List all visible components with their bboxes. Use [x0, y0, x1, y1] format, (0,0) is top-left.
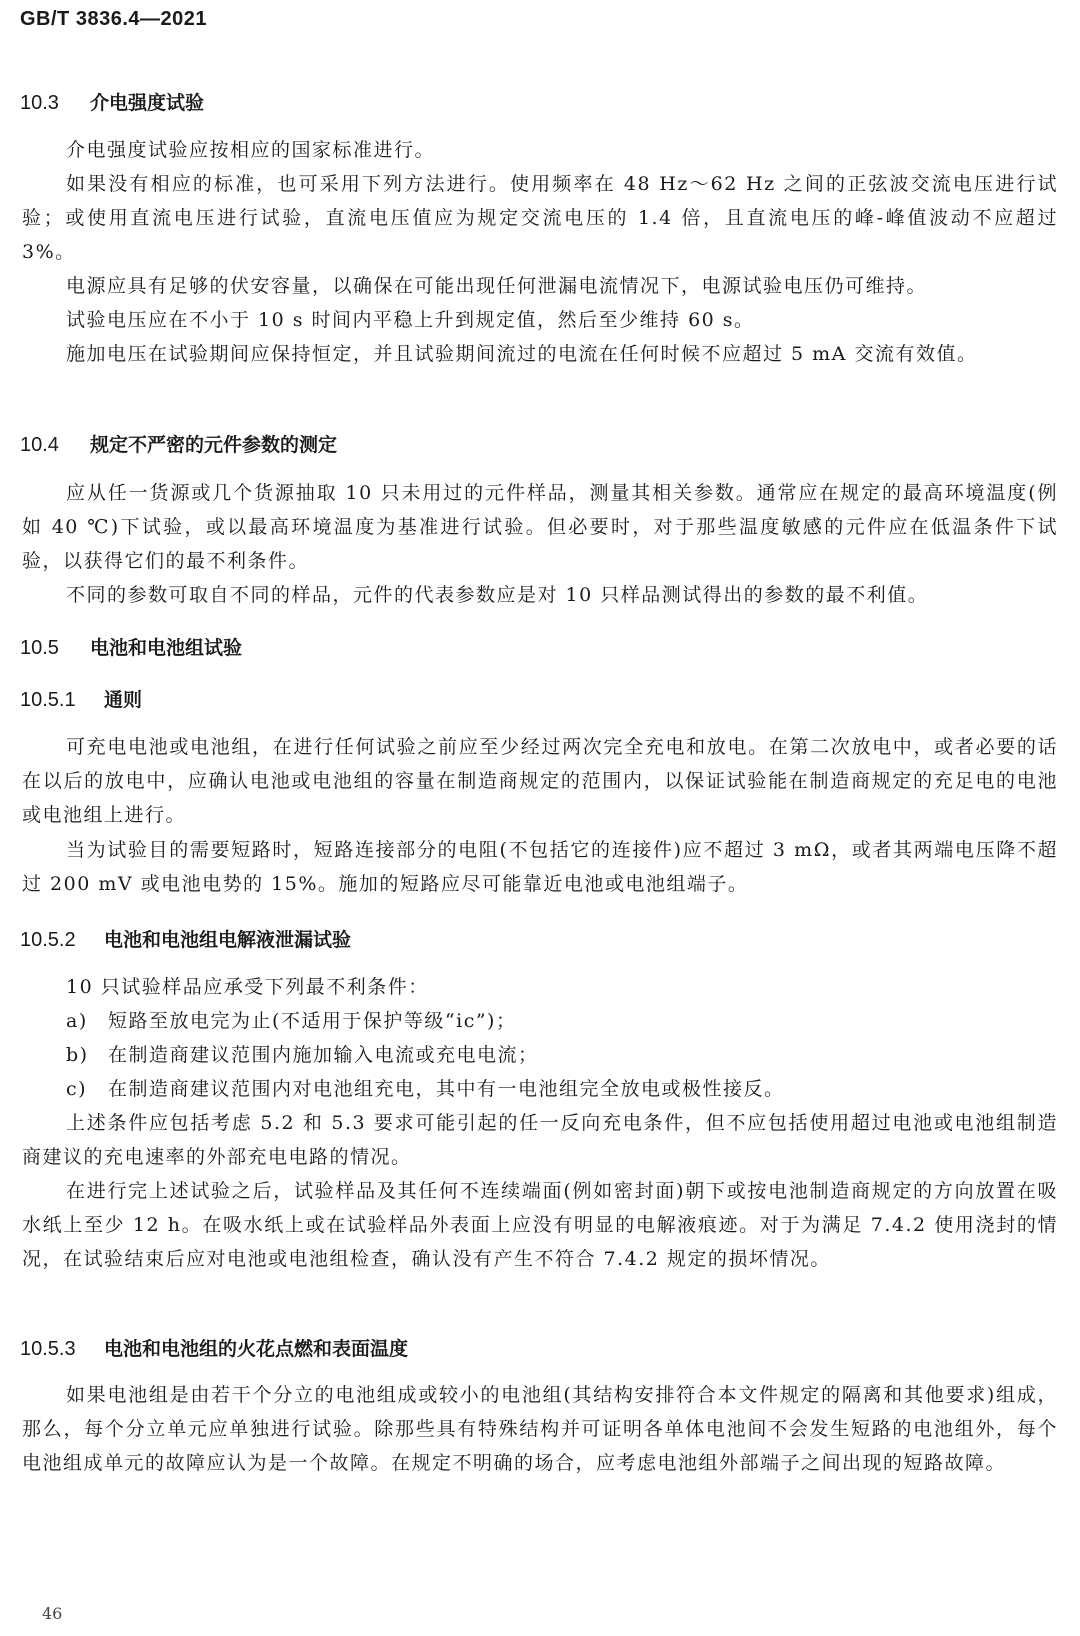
list-item-a [66, 1004, 1056, 1038]
section-title: 规定不严密的元件参数的测定 [90, 434, 338, 456]
section-title: 通则 [104, 689, 143, 711]
section-number: 10.3 [20, 92, 59, 114]
paragraph-10-5-1-2: 当为试验目的需要短路时，短路连接部分的电阻(不包括它的连接件)应不超过 3 mΩ，或者其两端电压降不超过 200 mV 或电池电势的 15%。施加的短路应尽可能靠近电池或电池组端子。 [22, 839, 1058, 895]
list-item-b [66, 1038, 1056, 1072]
section-number: 10.5.2 [20, 929, 76, 951]
paragraph-10-5-2-2: 在进行完上述试验之后，试验样品及其任何不连续端面(例如密封面)朝下或按电池制造商规定的方向放置在吸水纸上至少 12 h。在吸水纸上或在试验样品外表面上应没有明显的电解液痕迹。对于为满足 7.4.2 使用浇封的情况，在试验结束后应对电池或电池组检查，确认没有产生不符合 7.4.2 规定的损坏情况。 [22, 1180, 1058, 1270]
list-label: a) [66, 1010, 88, 1032]
section-number: 10.5 [20, 637, 59, 659]
section-heading-10-5-1 [20, 685, 142, 712]
section-number: 10.5.3 [20, 1338, 76, 1360]
paragraph-10-5-3-1: 如果电池组是由若干个分立的电池组成或较小的电池组(其结构安排符合本文件规定的隔离和其他要求)组成，那么，每个分立单元应单独进行试验。除那些具有特殊结构并可证明各单体电池间不会发生短路的电池组外，每个电池组成单元的故障应认为是一个故障。在规定不明确的场合，应考虑电池组外部端子之间出现的短路故障。 [22, 1384, 1058, 1474]
section-number: 10.4 [20, 434, 59, 456]
paragraph-10-3-1: 介电强度试验应按相应的国家标准进行。 [66, 139, 436, 161]
section-title: 电池和电池组试验 [90, 637, 243, 659]
paragraph-10-5-2-1: 上述条件应包括考虑 5.2 和 5.3 要求可能引起的任一反向充电条件，但不应包括使用超过电池或电池组制造商建议的充电速率的外部充电电路的情况。 [22, 1112, 1058, 1168]
list-text: 在制造商建议范围内施加输入电流或充电电流； [108, 1044, 539, 1066]
paragraph-10-3-2: 如果没有相应的标准，也可采用下列方法进行。使用频率在 48 Hz～62 Hz 之间的正弦波交流电压进行试验；或使用直流电压进行试验，直流电压值应为规定交流电压的 1.4 倍，且直流电压的峰-峰值波动不应超过 3%。 [22, 173, 1058, 263]
paragraph-10-3-5: 施加电压在试验期间应保持恒定，并且试验期间流过的电流在任何时候不应超过 5 mA 交流有效值。 [66, 343, 978, 365]
paragraph-10-4-1: 应从任一货源或几个货源抽取 10 只未用过的元件样品，测量其相关参数。通常应在规定的最高环境温度(例如 40 ℃)下试验，或以最高环境温度为基准进行试验。但必要时，对于那些温度敏感的元件应在低温条件下试验，以获得它们的最不利条件。 [22, 482, 1058, 572]
list-text: 在制造商建议范围内对电池组充电，其中有一电池组完全放电或极性接反。 [108, 1078, 785, 1100]
list-item-c [66, 1072, 1056, 1106]
section-heading-10-5-2 [20, 925, 351, 952]
section-number: 10.5.1 [20, 689, 76, 711]
section-heading-10-3 [20, 88, 204, 115]
section-heading-10-5-3 [20, 1334, 408, 1361]
standard-number-header: GB/T 3836.4—2021 [20, 8, 207, 30]
paragraph-10-5-2-intro: 10 只试验样品应承受下列最不利条件： [66, 976, 429, 998]
section-title: 介电强度试验 [90, 92, 205, 114]
list-label: b) [66, 1044, 89, 1066]
list-text: 短路至放电完为止(不适用于保护等级“ic”)； [108, 1010, 517, 1032]
section-heading-10-4 [20, 430, 337, 457]
paragraph-10-5-1-1: 可充电电池或电池组，在进行任何试验之前应至少经过两次完全充电和放电。在第二次放电中，或者必要的话在以后的放电中，应确认电池或电池组的容量在制造商规定的范围内，以保证试验能在制造商规定的充足电的电池或电池组上进行。 [22, 736, 1058, 826]
paragraph-10-4-2: 不同的参数可取自不同的样品，元件的代表参数应是对 10 只样品测试得出的参数的最不利值。 [66, 584, 929, 606]
page-number: 46 [42, 1604, 63, 1623]
list-label: c) [66, 1078, 88, 1100]
paragraph-10-3-3: 电源应具有足够的伏安容量，以确保在可能出现任何泄漏电流情况下，电源试验电压仍可维持。 [66, 275, 928, 297]
section-title: 电池和电池组电解液泄漏试验 [104, 929, 352, 951]
section-heading-10-5 [20, 633, 242, 660]
paragraph-10-3-4: 试验电压应在不小于 10 s 时间内平稳上升到规定值，然后至少维持 60 s。 [66, 309, 755, 331]
section-title: 电池和电池组的火花点燃和表面温度 [104, 1338, 409, 1360]
